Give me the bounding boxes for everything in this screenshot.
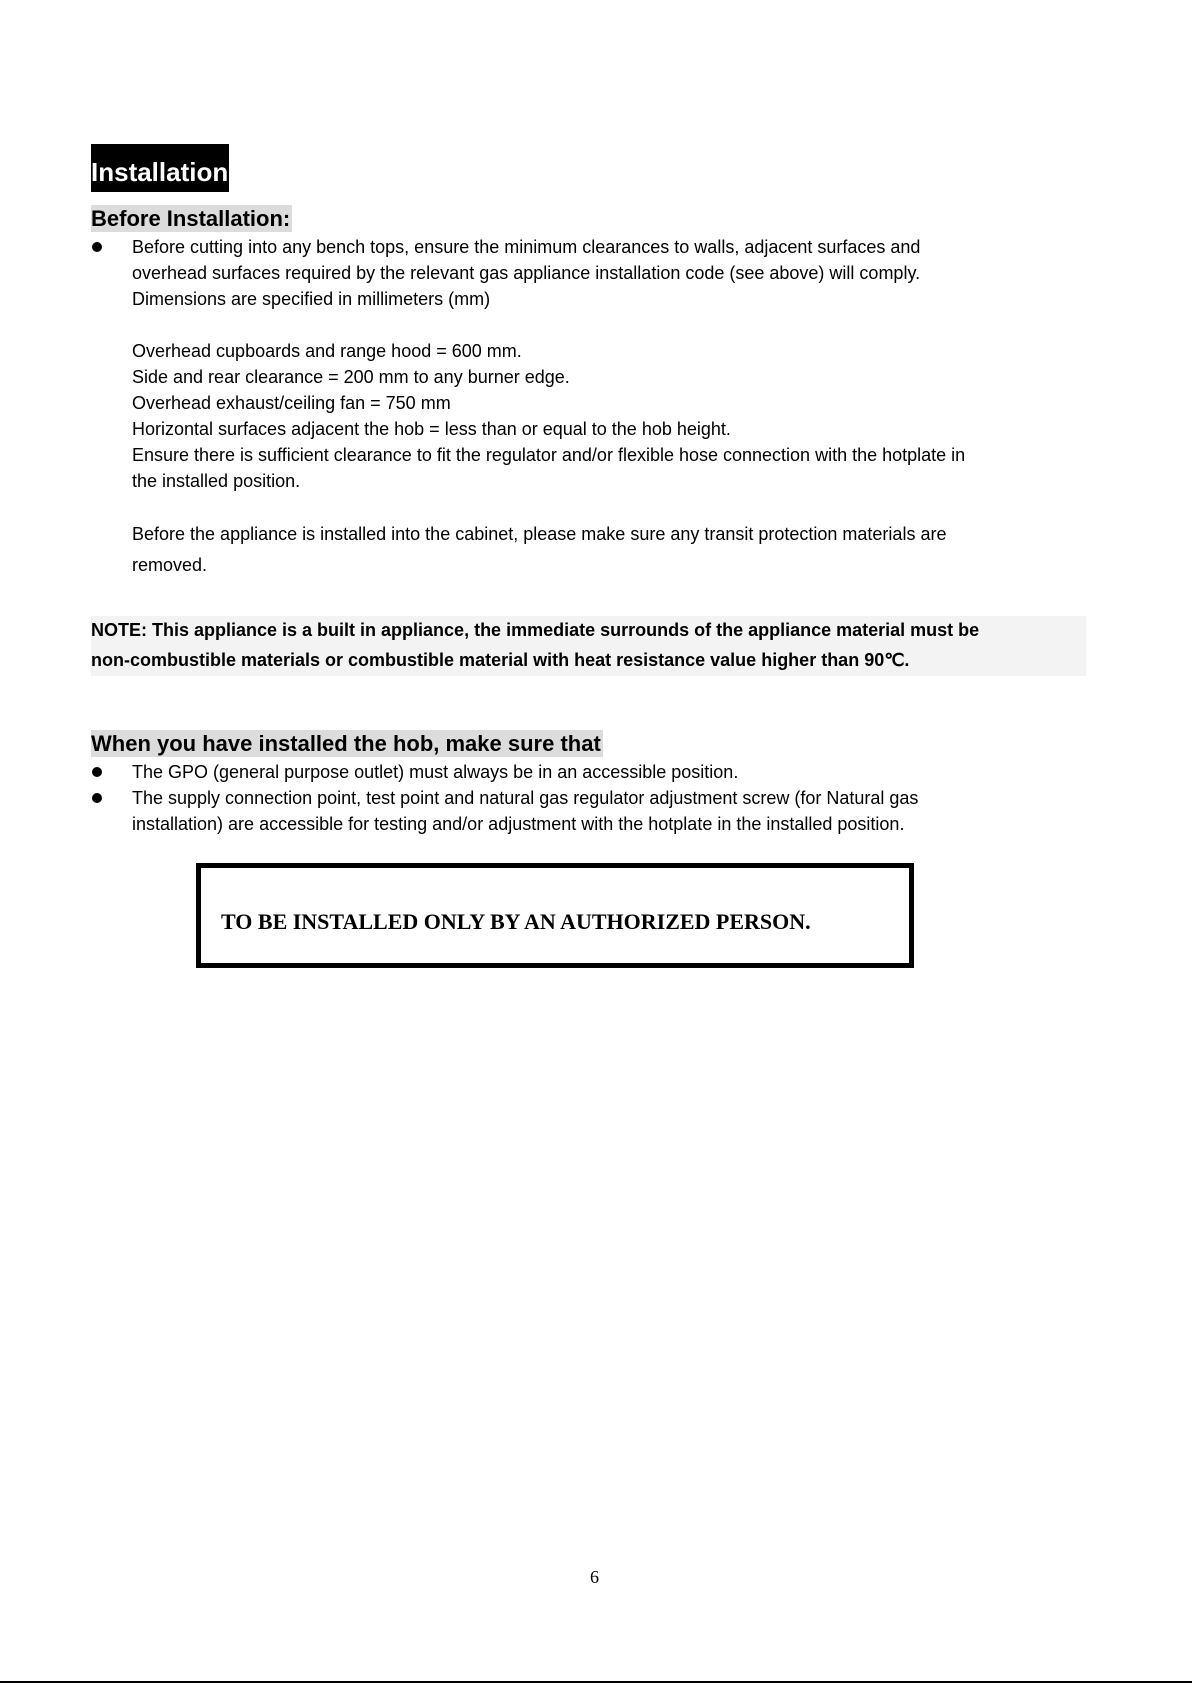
clearance-line: Side and rear clearance = 200 mm to any burner edge. xyxy=(132,367,570,387)
bullet-dot xyxy=(92,242,102,252)
page-number: 6 xyxy=(590,1567,599,1587)
bullet-text-line: Dimensions are specified in millimeters (mm) xyxy=(132,289,491,309)
after-installation-heading: When you have installed the hob, make sure that xyxy=(91,731,601,756)
clearance-line: Overhead exhaust/ceiling fan = 750 mm xyxy=(132,393,451,413)
bullet-dot xyxy=(92,767,102,777)
clearance-line: Overhead cupboards and range hood = 600 mm. xyxy=(132,341,522,361)
bullet-text-line: The GPO (general purpose outlet) must always be in an accessible position. xyxy=(132,762,739,782)
footer-rule xyxy=(0,1681,1192,1683)
warning-box xyxy=(196,863,914,968)
transit-line: Before the appliance is installed into the cabinet, please make sure any transit protection materials are xyxy=(132,524,947,544)
bullet-text-line: installation) are accessible for testing and/or adjustment with the hotplate in the installed position. xyxy=(132,814,905,834)
clearance-line: Horizontal surfaces adjacent the hob = less than or equal to the hob height. xyxy=(132,419,731,439)
note-line: non-combustible materials or combustible material with heat resistance value higher than 90℃. xyxy=(91,650,910,670)
note-block xyxy=(91,616,1086,676)
before-installation-heading: Before Installation: xyxy=(91,206,291,231)
transit-line: removed. xyxy=(132,555,208,575)
bullet-text-line: overhead surfaces required by the relevant gas appliance installation code (see above) will comply. xyxy=(132,263,921,283)
page-title xyxy=(91,144,229,192)
bullet-text-line: Before cutting into any bench tops, ensure the minimum clearances to walls, adjacent surfaces and xyxy=(132,237,921,257)
bullet-text-line: The supply connection point, test point and natural gas regulator adjustment screw (for Natural gas xyxy=(132,788,919,808)
bullet-dot xyxy=(92,793,102,803)
warning-text: TO BE INSTALLED ONLY BY AN AUTHORIZED PERSON. xyxy=(221,909,811,934)
clearance-line: Ensure there is sufficient clearance to fit the regulator and/or flexible hose connection with the hotplate in xyxy=(132,445,966,465)
note-line: NOTE: This appliance is a built in appliance, the immediate surrounds of the appliance material must be xyxy=(91,620,980,640)
page-title-text: Installation xyxy=(91,157,229,187)
clearance-line: the installed position. xyxy=(132,471,301,491)
